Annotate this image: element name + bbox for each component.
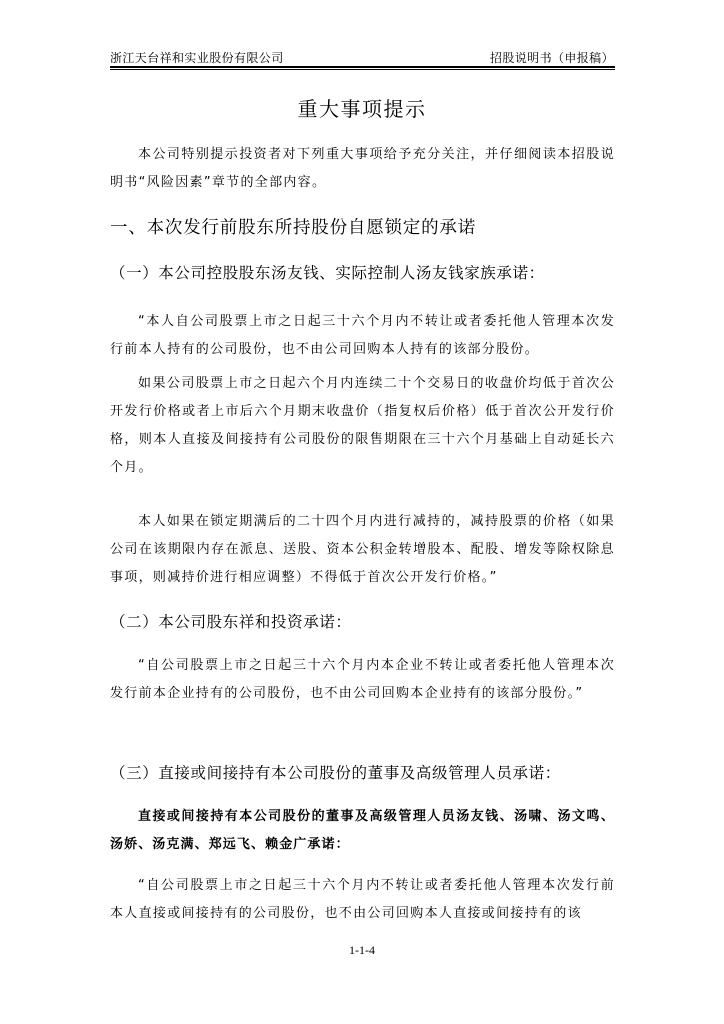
paragraph-controlling-shareholder-3: 本人如果在锁定期满后的二十四个月内进行减持的，减持股票的价格（如果公司在该期限内存在派息、送股、资本公积金转增股本、配股、增发等除权除息事项，则减持价进行相应调整）不得低于首次公开发行价格。” — [110, 514, 615, 585]
header-rule-thin — [110, 69, 615, 70]
page-title: 重大事项提示 — [297, 97, 427, 121]
subsection-heading-xianghe-investment: （二）本公司股东祥和投资承诺： — [110, 613, 352, 631]
paragraph-xianghe-investment: “自公司股票上市之日起三十六个月内本企业不转让或者委托他人管理本次发行前本企业持有的公司股份，也不由公司回购本企业持有的该部分股份。” — [110, 658, 615, 701]
page-header — [110, 49, 614, 67]
paragraph-directors-officers-names: 直接或间接持有本公司股份的董事及高级管理人员汤友钱、汤啸、汤文鸣、汤娇、汤克满、郑远飞、赖金广承诺： — [110, 809, 615, 852]
subsection-heading-controlling-shareholder: （一）本公司控股股东汤友钱、实际控制人汤友钱家族承诺： — [110, 264, 545, 282]
header-rule — [110, 66, 615, 68]
paragraph-controlling-shareholder-1: “本人自公司股票上市之日起三十六个月内不转让或者委托他人管理本次发行前本人持有的公司股份，也不由公司回购本人持有的该部分股份。 — [110, 314, 615, 357]
paragraph-controlling-shareholder-2: 如果公司股票上市之日起六个月内连续二十个交易日的收盘价均低于首次公开发行价格或者上市后六个月期末收盘价（指复权后价格）低于首次公开发行价格，则本人直接及间接持有公司股份的限售期限在三十六个月基础上自动延长六个月。 — [110, 376, 615, 475]
header-company-name: 浙江天台祥和实业股份有限公司 — [110, 51, 284, 65]
section-heading-lockup-commitment: 一、本次发行前股东所持股份自愿锁定的承诺 — [110, 218, 476, 238]
intro-paragraph: 本公司特别提示投资者对下列重大事项给予充分关注，并仔细阅读本招股说明书“风险因素”章节的全部内容。 — [110, 147, 615, 190]
header-document-type: 招股说明书（申报稿） — [489, 51, 614, 65]
subsection-heading-directors-officers: （三）直接或间接持有本公司股份的董事及高级管理人员承诺： — [110, 764, 561, 782]
paragraph-directors-officers-1: “自公司股票上市之日起三十六个月内不转让或者委托他人管理本次发行前本人直接或间接持有的公司股份，也不由公司回购本人直接或间接持有的该 — [110, 878, 615, 921]
page-number: 1-1-4 — [349, 943, 375, 957]
